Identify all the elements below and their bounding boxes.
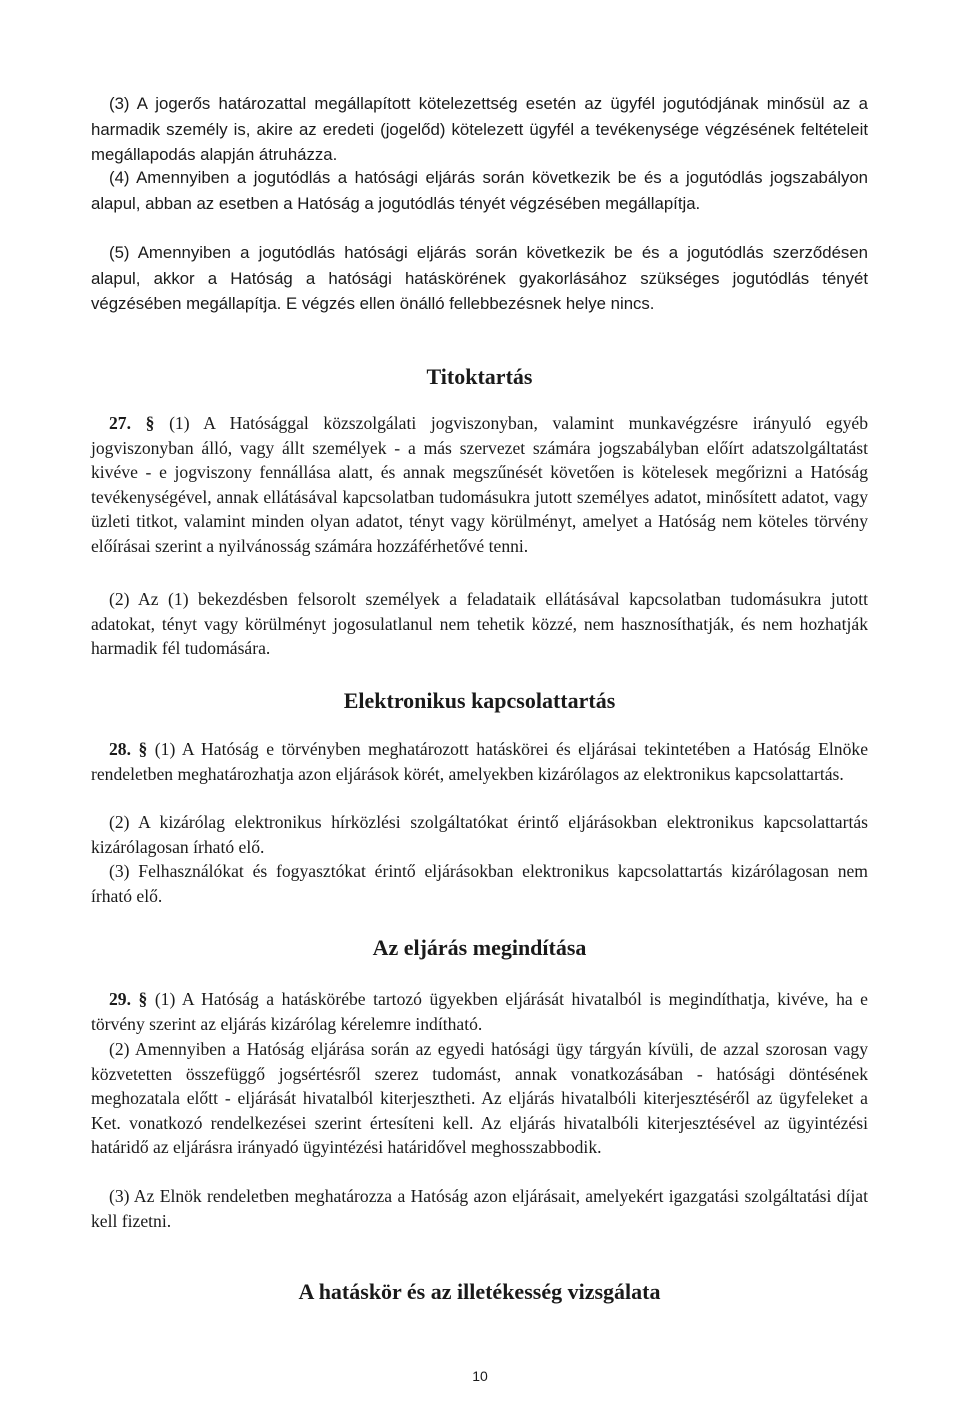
section-28-paragraph-2: (2) A kizárólag elektronikus hírközlési szolgáltatókat érintő eljárásokban elektronikus kapcsolattartás kizárólagosan írható elő. [91,812,868,857]
paragraph-jogutod-3: (3) A jogerős határozattal megállapított kötelezettség esetén az ügyfél jogutódjának minősül az a harmadik személy is, akire az eredeti (jogelőd) kötelezett ügyfél a tevékenysége végzésének feltételeit megállapodás alapján átruházza. [91,94,868,165]
paragraph-jogutod-5: (5) Amennyiben a jogutódlás hatósági eljárás során következik be és a jogutódlás szerződésen alapul, akkor a Hatóság a hatósági hatáskörének gyakorlásához szükséges jogutódlás tényét végzésében megállapítja. E végzés ellen önálló fellebbezésnek helye nincs. [91,243,868,314]
section-28-paragraph-1 [91,737,868,786]
section-number: 27. [109,413,131,433]
section-text: (1) A Hatósággal közszolgálati jogviszonyban, valamint munkavégzésre irányuló egyéb jogviszonyban álló, vagy állt személyek - a más szervezet számára jogszabályban előírt adatszolgáltatást kivéve - e jogviszony fennállása alatt, és annak megszűnését követően is kötelesek megőrizni a Hatóság tevékenységével, annak ellátásával kapcsolatban tudomásukra jutott személyes adatot, minősített adatot, vagy üzleti titkot, valamint minden olyan adatot, tényt vagy körülményt, amelyet a Hatóság nem köteles törvény előírásai szerint a nyilvánosság számára hozzáférhetővé tenni. [91,413,868,556]
section-text: (1) A Hatóság a hatáskörébe tartozó ügyekben eljárását hivatalból is megindíthatja, kivéve, ha e törvény szerint az eljárás kizárólag kérelemre indítható. [91,989,868,1034]
section-sign: § [138,989,148,1009]
heading-eljaras-meginditasa: Az eljárás megindítása [372,935,587,960]
section-28-paragraph-3: (3) Felhasználókat és fogyasztókat érintő eljárásokban elektronikus kapcsolattartás kizárólagosan nem írható elő. [91,861,868,906]
section-sign: § [138,739,148,759]
section-29-paragraph-3: (3) Az Elnök rendeletben meghatározza a Hatóság azon eljárásait, amelyekért igazgatási szolgáltatási díjat kell fizetni. [91,1186,868,1231]
heading-elektronikus-kapcsolattartas: Elektronikus kapcsolattartás [343,688,616,713]
page-number: 10 [472,1368,488,1384]
paragraph-jogutod-4: (4) Amennyiben a jogutódlás a hatósági eljárás során következik be és a jogutódlás jogszabályon alapul, abban az esetben a Hatóság a jogutódlás tényét végzésében megállapítja. [91,168,868,213]
section-27-paragraph-2: (2) Az (1) bekezdésben felsorolt személyek a feladataik ellátásával kapcsolatban tudomásukra jutott adatokat, tényt vagy körülményt jogosulatlanul nem tehetik közzé, nem hasznosíthatják, és nem hozhatják harmadik fél tudomására. [91,589,868,659]
section-29-paragraph-2: (2) Amennyiben a Hatóság eljárása során az egyedi hatósági ügy tárgyán kívüli, de azzal szorosan vagy közvetetten összefüggő jogsértésről szerez tudomást, annak vonatkozásában - hatósági döntésének meghozatala előtt - eljárását hivatalból kiterjesztheti. Az eljárás hivatalbóli kiterjesztéséről az ügyfeleket a Ket. vonatkozó rendelkezései szerint értesíteni kell. Az eljárás hivatalbóli kiterjesztésével az ügyintézési határidő az eljárásra irányadó ügyintézési határidővel meghosszabbodik. [91,1039,868,1158]
section-sign: § [145,413,155,433]
section-27-paragraph-1 [91,411,868,559]
section-number: 28. [109,739,131,759]
section-number: 29. [109,989,131,1009]
heading-titoktartas: Titoktartás [426,364,533,389]
heading-hataskor-illetekesseg: A hatáskör és az illetékesség vizsgálata [298,1279,661,1304]
section-text: (1) A Hatóság e törvényben meghatározott hatáskörei és eljárásai tekintetében a Hatóság Elnöke rendeletben meghatározhatja azon eljárások körét, amelyekben kizárólagos az elektronikus kapcsolattartás. [91,739,868,784]
section-29-paragraph-1 [91,987,868,1036]
